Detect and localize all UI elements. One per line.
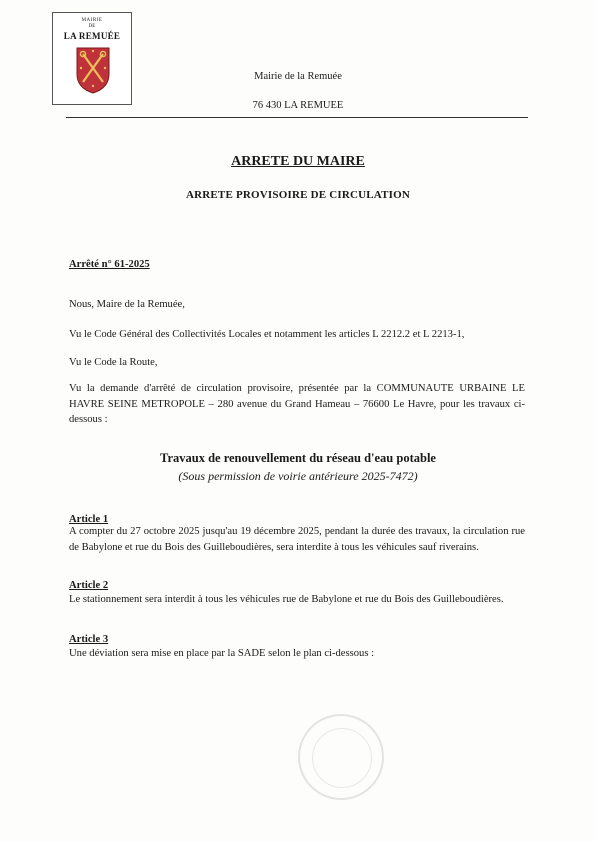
article-2-heading: Article 2 — [69, 580, 109, 591]
coat-of-arms-icon — [75, 46, 111, 94]
header-divider — [66, 117, 528, 118]
preamble-paragraph-2: Vu le Code Général des Collectivités Locales et notamment les articles L 2212.2 et L 2213-1, — [69, 329, 465, 340]
works-title: Travaux de renouvellement du réseau d'eau potable — [160, 451, 436, 465]
logo-text-line2: DE — [88, 24, 96, 29]
municipal-logo — [52, 12, 132, 105]
preamble-paragraph-1: Nous, Maire de la Remuée, — [69, 299, 185, 310]
header-address: 76 430 LA REMUEE — [252, 100, 344, 111]
logo-text-line3: LA REMUÉE — [63, 31, 121, 41]
preamble-paragraph-3: Vu le Code la Route, — [69, 357, 158, 368]
article-3-text: Une déviation sera mise en place par la SADE selon le plan ci-dessous : — [69, 648, 375, 659]
official-stamp — [298, 714, 384, 800]
header-mairie-name: Mairie de la Remuée — [254, 71, 342, 82]
article-1-heading: Article 1 — [69, 514, 109, 525]
article-1-text: A compter du 27 octobre 2025 jusqu'au 19 décembre 2025, pendant la durée des travaux, la circulation rue de Babylone et rue du Bois des Guilleboudières, sera interdite à tous les véhicules sauf riverains. — [69, 526, 525, 553]
works-subtitle: (Sous permission de voirie antérieure 2025-7472) — [178, 469, 418, 483]
document-subtitle: ARRETE PROVISOIRE DE CIRCULATION — [185, 189, 411, 201]
arrete-number: Arrêté n° 61-2025 — [69, 259, 150, 270]
preamble-paragraph-4: Vu la demande d'arrêté de circulation provisoire, présentée par la COMMUNAUTE URBAINE LE HAVRE SEINE METROPOLE – 280 avenue du Grand Hameau – 76600 Le Havre, pour les travaux ci-dessous : — [69, 383, 525, 425]
document-title: ARRETE DU MAIRE — [231, 154, 365, 169]
article-3-heading: Article 3 — [69, 634, 109, 645]
article-2-text: Le stationnement sera interdit à tous les véhicules rue de Babylone et rue du Bois des Guilleboudières. — [69, 594, 504, 605]
logo-text-line1: MAIRIE — [81, 18, 103, 23]
